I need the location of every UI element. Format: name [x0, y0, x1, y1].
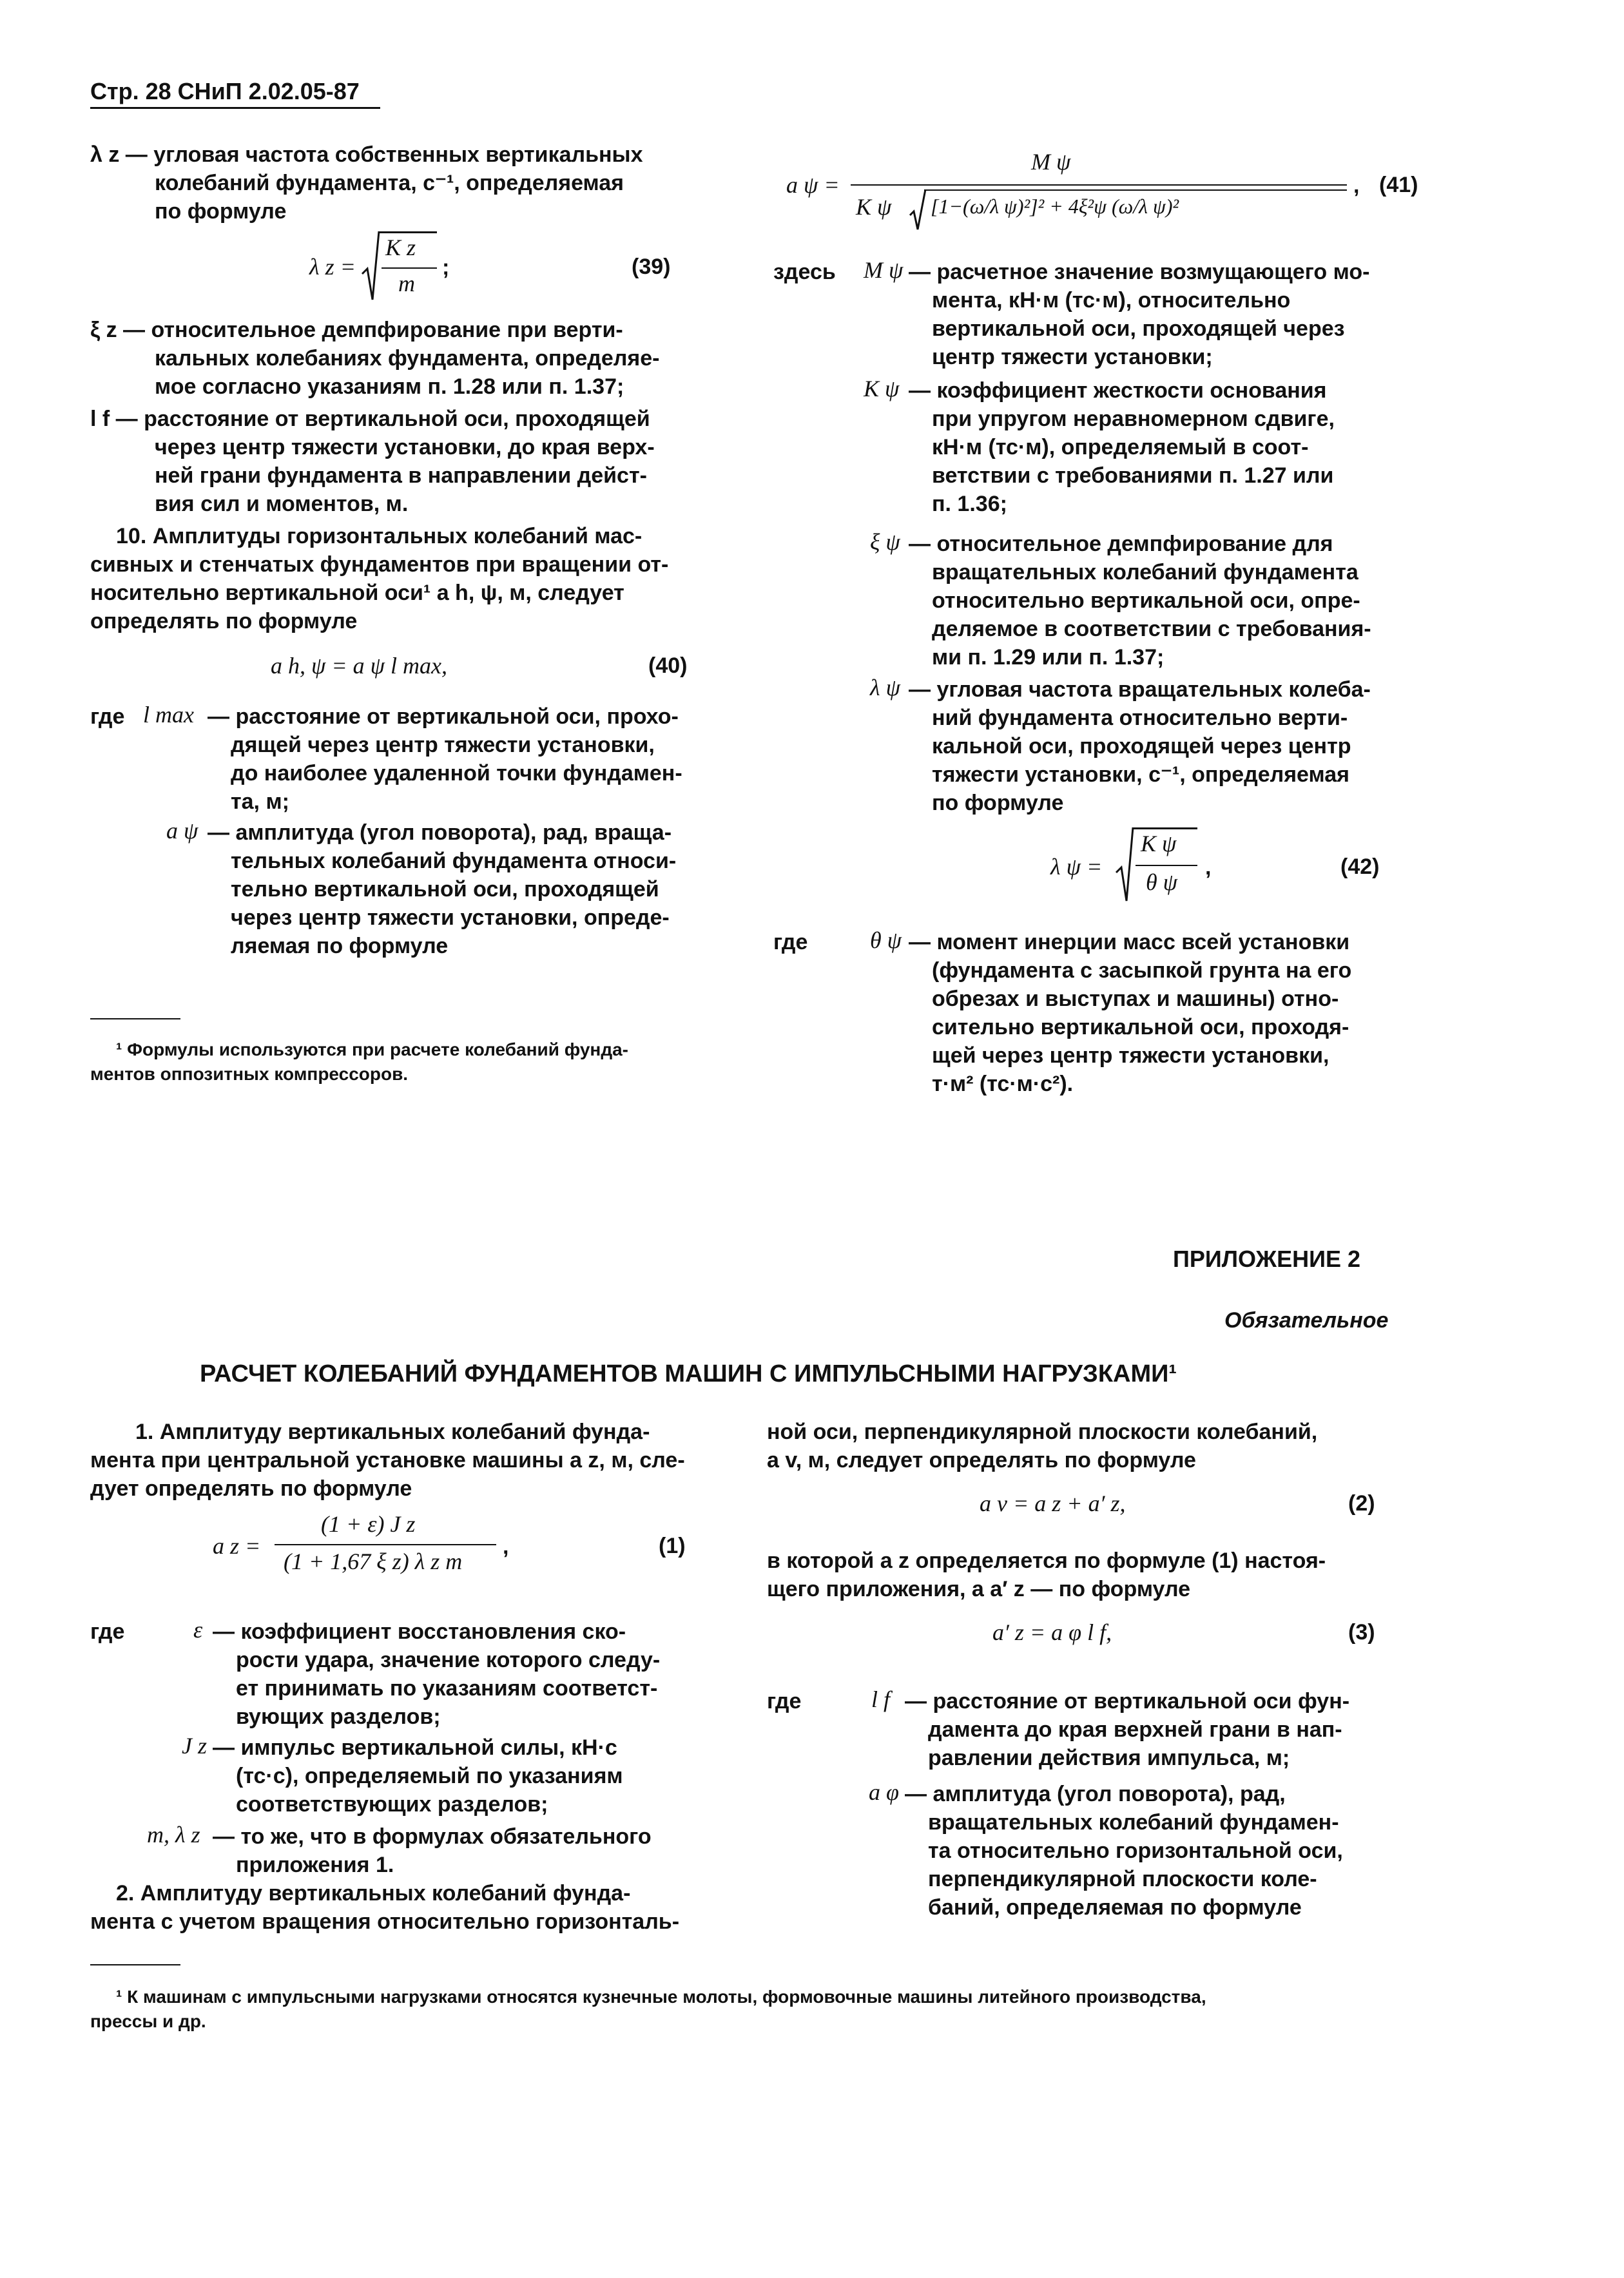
- m-lambda-definition: [213, 1822, 696, 1879]
- line: ξ z — относительное демпфирование при верти-: [90, 318, 623, 342]
- line: ми п. 1.29 или п. 1.37;: [932, 645, 1165, 670]
- line: ней грани фундамента в направлении дейст-: [155, 463, 647, 488]
- fraction-numerator: K ψ: [1141, 831, 1177, 856]
- j-z-definition: [213, 1733, 696, 1819]
- m-psi-term: M ψ: [864, 257, 904, 283]
- line: — амплитуда (угол поворота), рад, враща-: [208, 820, 672, 845]
- line: вия сил и моментов, м.: [155, 492, 409, 516]
- line: 1. Амплитуду вертикальных колебаний фунда-: [135, 1420, 650, 1444]
- m-psi-definition: [909, 258, 1411, 371]
- line: равлении действия импульса, м;: [928, 1746, 1290, 1770]
- formula-lhs: a z =: [213, 1533, 261, 1559]
- line: деляемое в соответствии с требования-: [932, 617, 1371, 641]
- lambda-z-definition: [90, 140, 696, 226]
- line: — импульс вертикальной силы, кН·с: [213, 1735, 617, 1760]
- sqrt-bar: [1133, 827, 1197, 829]
- line: — расстояние от вертикальной оси фун-: [905, 1689, 1350, 1713]
- xi-z-definition: [90, 316, 696, 401]
- lmax-definition: [208, 702, 697, 816]
- lmax-term: l max: [143, 702, 194, 728]
- formula-number: (42): [1340, 854, 1380, 879]
- line: ной оси, перпендикулярной плоскости колебаний,: [767, 1420, 1318, 1444]
- formula-end: ;: [442, 255, 450, 280]
- line: относительно вертикальной оси, опре-: [932, 588, 1360, 613]
- line: ¹ К машинам с импульсными нагрузками относятся кузнечные молоты, формовочные машины литейного производства,: [116, 1987, 1206, 2007]
- line: ляемая по формуле: [231, 934, 449, 958]
- formula-number: (41): [1379, 173, 1418, 197]
- formula-40: [271, 651, 696, 683]
- lambda-psi-definition: [909, 675, 1411, 817]
- line: дует определять по формуле: [90, 1476, 412, 1501]
- appendix-status: Обязательное: [1224, 1308, 1389, 1333]
- theta-psi-term: θ ψ: [870, 927, 902, 953]
- line: тельных колебаний фундамента относи-: [231, 849, 677, 873]
- fraction-line: [275, 1544, 496, 1545]
- line: п. 1.36;: [932, 492, 1007, 516]
- line: через центр тяжести установки, до края верх-: [155, 435, 655, 459]
- formula-number: (1): [659, 1534, 686, 1558]
- page-header: Стр. 28 СНиП 2.02.05-87: [90, 78, 360, 104]
- formula-number: (3): [1348, 1620, 1375, 1645]
- header-underline: [90, 107, 380, 109]
- formula-end: ,: [503, 1534, 509, 1559]
- line: вертикальной оси, проходящей через: [932, 316, 1345, 341]
- line: т·м² (тс·м·с²).: [932, 1072, 1074, 1096]
- line: дамента до края верхней грани в нап-: [928, 1717, 1342, 1742]
- formula-number: (39): [632, 255, 671, 279]
- line: по формуле: [932, 791, 1064, 815]
- fraction-line: [851, 184, 1347, 186]
- line: через центр тяжести установки, опреде-: [231, 905, 670, 930]
- line: ет принимать по указаниям соответст-: [236, 1676, 658, 1701]
- a-psi-definition: [208, 818, 697, 960]
- formula-number: (2): [1348, 1491, 1375, 1516]
- line: баний, определяемая по формуле: [928, 1895, 1302, 1920]
- formula-39: [309, 229, 696, 306]
- k-psi-definition: [909, 376, 1411, 518]
- line: λ z — угловая частота собственных вертикальных: [90, 142, 643, 167]
- line: соответствующих разделов;: [236, 1792, 548, 1817]
- line: 10. Амплитуды горизонтальных колебаний мас-: [116, 524, 643, 548]
- where-label: где: [773, 930, 808, 954]
- fraction-numerator: M ψ: [1031, 149, 1071, 175]
- denominator-k: K ψ: [856, 194, 892, 220]
- fraction-denominator: θ ψ: [1146, 869, 1178, 895]
- line: (фундамента с засыпкой грунта на его: [932, 958, 1352, 983]
- sqrt-bar: [924, 189, 1347, 191]
- formula-2: [980, 1489, 1411, 1521]
- lf-impulse-definition: [905, 1687, 1414, 1772]
- line: сительно вертикальной оси, проходя-: [932, 1015, 1349, 1039]
- line: щего приложения, а a′ z — по формуле: [767, 1577, 1191, 1601]
- formula-1: [213, 1508, 696, 1585]
- line: (тс·с), определяемый по указаниям: [236, 1764, 623, 1788]
- paragraph-10: [90, 522, 696, 635]
- line: ментов оппозитных компрессоров.: [90, 1064, 409, 1084]
- line: кН·м (тс·м), определяемый в соот-: [932, 435, 1309, 459]
- fraction-denominator: m: [398, 271, 415, 296]
- paragraph-2: [90, 1879, 696, 1936]
- line: перпендикулярной плоскости коле-: [928, 1867, 1317, 1891]
- j-z-term: J z: [182, 1733, 207, 1759]
- line: тяжести установки, с⁻¹, определяемая: [932, 762, 1349, 787]
- line: — коэффициент жесткости основания: [909, 378, 1327, 403]
- line: ветствии с требованиями п. 1.27 или: [932, 463, 1334, 488]
- line: l f — расстояние от вертикальной оси, проходящей: [90, 407, 650, 431]
- line: центр тяжести установки;: [932, 345, 1213, 369]
- formula-41: [773, 142, 1431, 232]
- where-label: где: [767, 1689, 802, 1713]
- formula-body: a h, ψ = a ψ l max,: [271, 653, 447, 679]
- line: мента с учетом вращения относительно горизонталь-: [90, 1909, 680, 1934]
- line: тельно вертикальной оси, проходящей: [231, 877, 659, 902]
- line: щей через центр тяжести установки,: [932, 1043, 1329, 1068]
- line: a v, м, следует определять по формуле: [767, 1448, 1196, 1472]
- line: при упругом неравномерном сдвиге,: [932, 407, 1335, 431]
- line: — амплитуда (угол поворота), рад,: [905, 1782, 1286, 1806]
- paragraph-2-continued: [767, 1418, 1411, 1474]
- k-psi-term: K ψ: [864, 376, 900, 401]
- theta-psi-definition: [909, 928, 1411, 1098]
- footnote-1: [90, 1038, 702, 1086]
- formula-42: [1050, 825, 1411, 909]
- fraction-numerator: K z: [385, 235, 416, 260]
- line: — расстояние от вертикальной оси, прохо-: [208, 704, 679, 729]
- line: до наиболее удаленной точки фундамен-: [231, 761, 682, 786]
- line: вующих разделов;: [236, 1704, 441, 1729]
- line: мента, кН·м (тс·м), относительно: [932, 288, 1291, 313]
- formula-lhs: λ z =: [309, 254, 356, 280]
- line: мое согласно указаниям п. 1.28 или п. 1.37;: [155, 374, 624, 399]
- line: сивных и стенчатых фундаментов при вращении от-: [90, 552, 669, 577]
- formula-lhs: λ ψ =: [1050, 854, 1103, 880]
- line: дящей через центр тяжести установки,: [231, 733, 655, 757]
- sqrt-bar: [379, 231, 437, 233]
- lf-definition: [90, 405, 696, 518]
- line: ¹ Формулы используются при расчете колебаний фунда-: [116, 1039, 629, 1059]
- line: — то же, что в формулах обязательного: [213, 1824, 652, 1849]
- line: вращательных колебаний фундамента: [932, 560, 1358, 584]
- fraction-line: [382, 267, 437, 269]
- line: рости удара, значение которого следу-: [236, 1648, 661, 1672]
- line: ний фундамента относительно верти-: [932, 706, 1348, 730]
- formula-lhs: a ψ =: [786, 172, 840, 198]
- line: мента при центральной установке машины a z, м, сле-: [90, 1448, 685, 1472]
- fraction-numerator: (1 + ε) J z: [321, 1511, 416, 1537]
- line: вращательных колебаний фундамен-: [928, 1810, 1339, 1835]
- m-lambda-term: m, λ z: [147, 1822, 200, 1848]
- formula-body: a v = a z + a′ z,: [980, 1491, 1126, 1516]
- line: по формуле: [155, 199, 287, 224]
- footnote-separator: [90, 1964, 180, 1965]
- formula-end: ,: [1205, 855, 1212, 880]
- line: — относительное демпфирование для: [909, 532, 1333, 556]
- line: обрезах и выступах и машины) отно-: [932, 987, 1339, 1011]
- here-label: здесь: [773, 260, 836, 284]
- formula-number: (40): [648, 653, 688, 678]
- xi-psi-definition: [909, 530, 1411, 671]
- lambda-psi-term: λ ψ: [870, 675, 900, 700]
- footnote-separator: [90, 1018, 180, 1019]
- sqrt-sign: [909, 187, 928, 232]
- formula-3: [992, 1617, 1411, 1650]
- xi-psi-term: ξ ψ: [870, 529, 900, 555]
- line: носительно вертикальной оси¹ a h, ψ, м, следует: [90, 581, 624, 605]
- line: в которой a z определяется по формуле (1) настоя-: [767, 1549, 1326, 1573]
- sqrt-sign: [361, 229, 380, 306]
- fraction-denominator: (1 + 1,67 ξ z) λ z m: [284, 1549, 463, 1574]
- line: та, м;: [231, 789, 289, 814]
- a-phi-definition: [905, 1780, 1414, 1922]
- line: определять по формуле: [90, 609, 358, 633]
- where-label: где: [90, 1619, 125, 1644]
- formula-end: ,: [1353, 173, 1360, 198]
- line: — угловая частота вращательных колеба-: [909, 677, 1371, 702]
- lf-term: l f: [871, 1686, 891, 1712]
- line: та относительно горизонтальной оси,: [928, 1839, 1343, 1863]
- epsilon-definition: [213, 1617, 696, 1731]
- fraction-line: [1136, 865, 1197, 866]
- epsilon-term: ε: [193, 1617, 203, 1643]
- line: кальной оси, проходящей через центр: [932, 734, 1351, 758]
- a-phi-term: a φ: [869, 1779, 899, 1805]
- sqrt-sign: [1115, 825, 1134, 906]
- line: — расчетное значение возмущающего мо-: [909, 260, 1370, 284]
- a-psi-term: a ψ: [166, 818, 198, 844]
- footnote-appendix: [90, 1985, 1444, 2034]
- appendix-label: ПРИЛОЖЕНИЕ 2: [1173, 1246, 1361, 1272]
- line: — момент инерции масс всей установки: [909, 930, 1350, 954]
- appendix-title: РАСЧЕТ КОЛЕБАНИЙ ФУНДАМЕНТОВ МАШИН С ИМПУЛЬСНЫМИ НАГРУЗКАМИ¹: [200, 1360, 1177, 1387]
- line: колебаний фундамента, с⁻¹, определяемая: [155, 171, 624, 195]
- paragraph-1: [90, 1418, 696, 1503]
- line: 2. Амплитуду вертикальных колебаний фунда-: [116, 1881, 631, 1906]
- line: приложения 1.: [236, 1853, 394, 1877]
- formula-body: a′ z = a φ l f,: [992, 1619, 1112, 1645]
- line: — коэффициент восстановления ско-: [213, 1619, 626, 1644]
- paragraph-2-middle: [767, 1547, 1411, 1603]
- denominator-root: [1−(ω/λ ψ)²]² + 4ξ²ψ (ω/λ ψ)²: [931, 195, 1179, 218]
- line: кальных колебаниях фундамента, определяе-: [155, 346, 660, 371]
- line: прессы и др.: [90, 2011, 206, 2031]
- where-label: где: [90, 704, 125, 729]
